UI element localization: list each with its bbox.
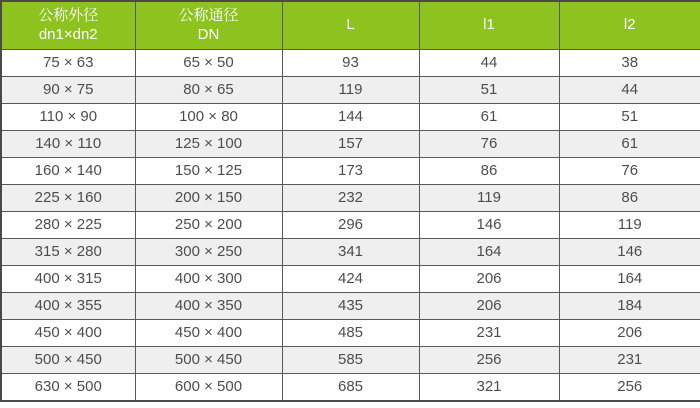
table-row	[1, 346, 700, 373]
table-cell: 296	[282, 211, 419, 238]
table-cell: 400 × 300	[135, 265, 282, 292]
table-cell: 76	[419, 130, 559, 157]
table-cell: 164	[559, 265, 700, 292]
table-row	[1, 76, 700, 103]
header-label-cn: 公称外径	[38, 6, 99, 24]
table-cell: 80 × 65	[135, 76, 282, 103]
table-cell: 184	[559, 292, 700, 319]
table-cell: 76	[559, 157, 700, 184]
table-cell: 119	[282, 76, 419, 103]
table-row	[1, 184, 700, 211]
column-header-l1: l1	[419, 1, 559, 50]
table-cell: 144	[282, 103, 419, 130]
header-row	[1, 1, 700, 50]
table-cell: 75 × 63	[1, 50, 135, 77]
table-cell: 435	[282, 292, 419, 319]
table-row	[1, 319, 700, 346]
table-cell: 38	[559, 50, 700, 77]
table-row	[1, 130, 700, 157]
table-cell: 231	[419, 319, 559, 346]
table-cell: 600 × 500	[135, 373, 282, 401]
table-cell: 500 × 450	[135, 346, 282, 373]
table-cell: 341	[282, 238, 419, 265]
table-cell: 93	[282, 50, 419, 77]
table-cell: 200 × 150	[135, 184, 282, 211]
table-row	[1, 373, 700, 401]
table-cell: 321	[419, 373, 559, 401]
table-cell: 86	[559, 184, 700, 211]
table-cell: 400 × 355	[1, 292, 135, 319]
table-row	[1, 103, 700, 130]
table-cell: 585	[282, 346, 419, 373]
table-cell: 450 × 400	[135, 319, 282, 346]
table-cell: 86	[419, 157, 559, 184]
table-cell: 424	[282, 265, 419, 292]
table-row	[1, 157, 700, 184]
table-cell: 400 × 315	[1, 265, 135, 292]
table-cell: 61	[419, 103, 559, 130]
table-cell: 51	[419, 76, 559, 103]
table-cell: 150 × 125	[135, 157, 282, 184]
table-cell: 125 × 100	[135, 130, 282, 157]
table-cell: 500 × 450	[1, 346, 135, 373]
table-cell: 685	[282, 373, 419, 401]
table-cell: 315 × 280	[1, 238, 135, 265]
table-cell: 140 × 110	[1, 130, 135, 157]
table-cell: 450 × 400	[1, 319, 135, 346]
table-cell: 146	[559, 238, 700, 265]
table-cell: 231	[559, 346, 700, 373]
table-cell: 100 × 80	[135, 103, 282, 130]
table-cell: 232	[282, 184, 419, 211]
table-row	[1, 211, 700, 238]
table-body	[1, 50, 700, 402]
column-header-nominal-diameter	[135, 1, 282, 50]
table-cell: 400 × 350	[135, 292, 282, 319]
header-label-cn: 公称通径	[178, 6, 239, 24]
table-header	[1, 1, 700, 50]
table-row	[1, 238, 700, 265]
table-cell: 256	[419, 346, 559, 373]
table-cell: 225 × 160	[1, 184, 135, 211]
table-cell: 44	[419, 50, 559, 77]
table-cell: 157	[282, 130, 419, 157]
table-cell: 119	[419, 184, 559, 211]
table-cell: 160 × 140	[1, 157, 135, 184]
table-cell: 51	[559, 103, 700, 130]
table-cell: 173	[282, 157, 419, 184]
header-label-symbol: dn1×dn2	[38, 25, 98, 43]
table-cell: 256	[559, 373, 700, 401]
table-cell: 110 × 90	[1, 103, 135, 130]
table-cell: 65 × 50	[135, 50, 282, 77]
table-cell: 630 × 500	[1, 373, 135, 401]
table-cell: 206	[559, 319, 700, 346]
table-cell: 206	[419, 292, 559, 319]
table-cell: 300 × 250	[135, 238, 282, 265]
table-cell: 90 × 75	[1, 76, 135, 103]
table-cell: 164	[419, 238, 559, 265]
table-cell: 206	[419, 265, 559, 292]
header-label-symbol: DN	[197, 25, 220, 43]
table-row	[1, 292, 700, 319]
table-row	[1, 50, 700, 77]
column-header-L: L	[282, 1, 419, 50]
table-row	[1, 265, 700, 292]
column-header-nominal-outer-diameter	[1, 1, 135, 50]
table-cell: 44	[559, 76, 700, 103]
table-cell: 280 × 225	[1, 211, 135, 238]
table-cell: 250 × 200	[135, 211, 282, 238]
column-header-l2: l2	[559, 1, 700, 50]
table-cell: 146	[419, 211, 559, 238]
table-cell: 61	[559, 130, 700, 157]
table-cell: 119	[559, 211, 700, 238]
table-cell: 485	[282, 319, 419, 346]
